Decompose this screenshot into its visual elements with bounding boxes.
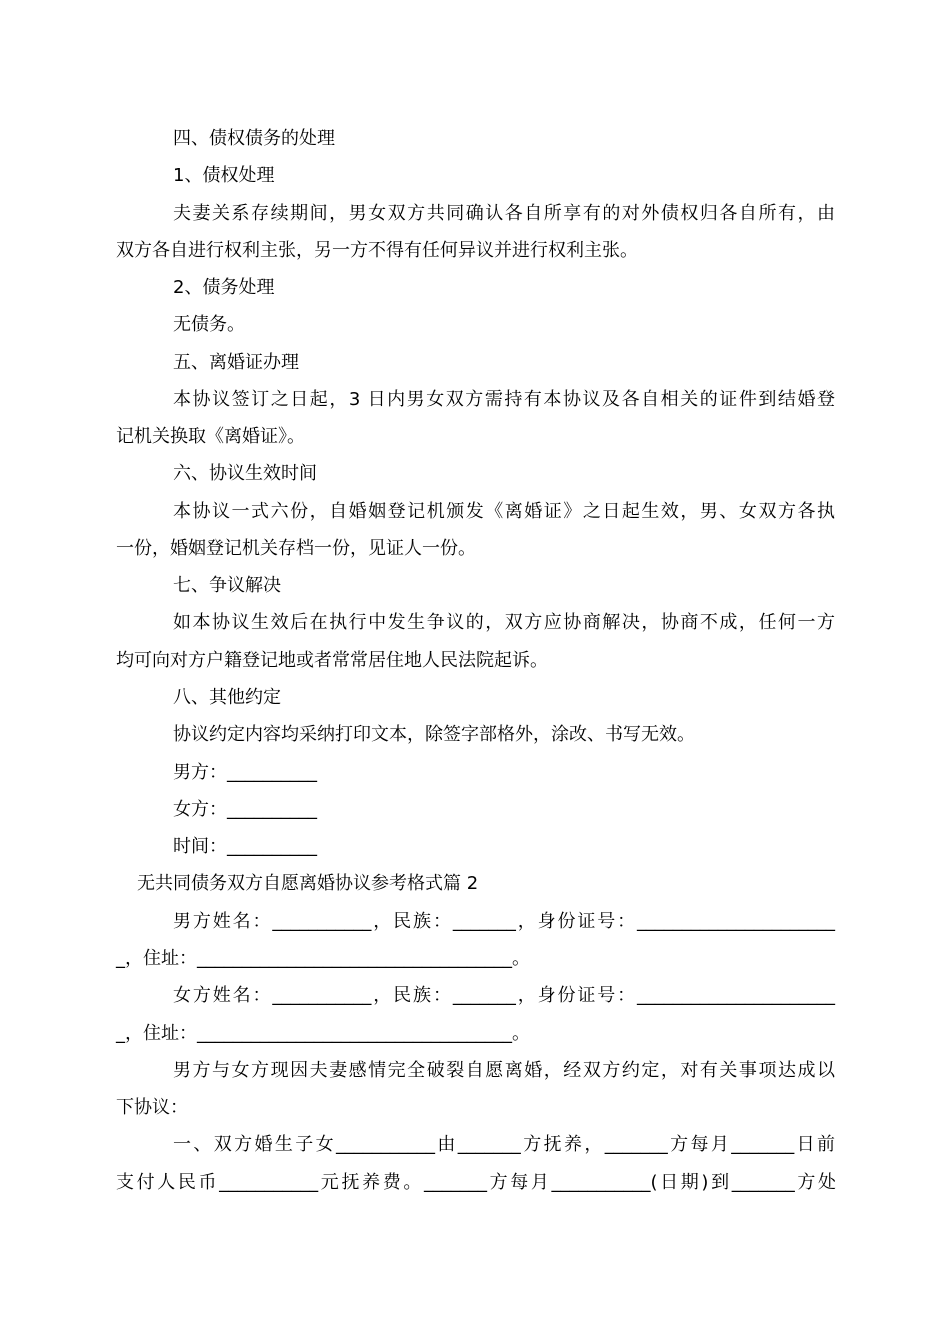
section-heading-other: 八、其他约定 <box>173 687 281 708</box>
paragraph-line: 一份，婚姻登记机关存档一份，见证人一份。 <box>116 538 476 559</box>
signature-male: 男方：__________ <box>173 762 317 783</box>
paragraph-line: 夫妻关系存续期间，男女双方共同确认各自所享有的对外债权归各自所有，由 <box>173 203 835 224</box>
subheading-debt: 2、债务处理 <box>173 277 275 298</box>
document-subtitle: 无共同债务双方自愿离婚协议参考格式篇 2 <box>137 873 479 894</box>
clause-line: 一、双方婚生子女___________由_______方抚养，_______方每月_______日前 <box>173 1134 835 1155</box>
paragraph-line: 协议约定内容均采纳打印文本，除签字部格外，涂改、书写无效。 <box>173 724 695 745</box>
form-line-male-address: _，住址：___________________________________。 <box>116 948 530 969</box>
clause-line: 支付人民币___________元抚养费。_______方每月___________(日期)到_______方处 <box>116 1172 836 1193</box>
form-line-female-address: _，住址：___________________________________。 <box>116 1023 530 1044</box>
section-heading-effective: 六、协议生效时间 <box>173 463 317 484</box>
paragraph-line: 均可向对方户籍登记地或者常常居住地人民法院起诉。 <box>116 650 548 671</box>
paragraph-line: 男方与女方现因夫妻感情完全破裂自愿离婚，经双方约定，对有关事项达成以 <box>173 1060 835 1081</box>
paragraph-line: 如本协议生效后在执行中发生争议的，双方应协商解决，协商不成，任何一方 <box>173 612 835 633</box>
form-line-male-info: 男方姓名：___________，民族：_______，身份证号：______________________ <box>173 911 835 932</box>
paragraph-line: 无债务。 <box>173 314 245 335</box>
section-heading-dispute: 七、争议解决 <box>173 575 281 596</box>
paragraph-line: 下协议： <box>116 1097 188 1118</box>
subheading-credit: 1、债权处理 <box>173 165 275 186</box>
signature-female: 女方：__________ <box>173 799 317 820</box>
form-line-female-info: 女方姓名：___________，民族：_______，身份证号：______________________ <box>173 985 835 1006</box>
paragraph-line: 本协议一式六份，自婚姻登记机颁发《离婚证》之日起生效，男、女双方各执 <box>173 501 835 522</box>
paragraph-line: 双方各自进行权利主张，另一方不得有任何异议并进行权利主张。 <box>116 240 638 261</box>
paragraph-line: 记机关换取《离婚证》。 <box>116 426 305 447</box>
signature-date: 时间：__________ <box>173 836 317 857</box>
section-heading-debts: 四、债权债务的处理 <box>173 128 335 149</box>
paragraph-line: 本协议签订之日起，3 日内男女双方需持有本协议及各自相关的证件到结婚登 <box>173 389 835 410</box>
section-heading-certificate: 五、离婚证办理 <box>173 352 299 373</box>
